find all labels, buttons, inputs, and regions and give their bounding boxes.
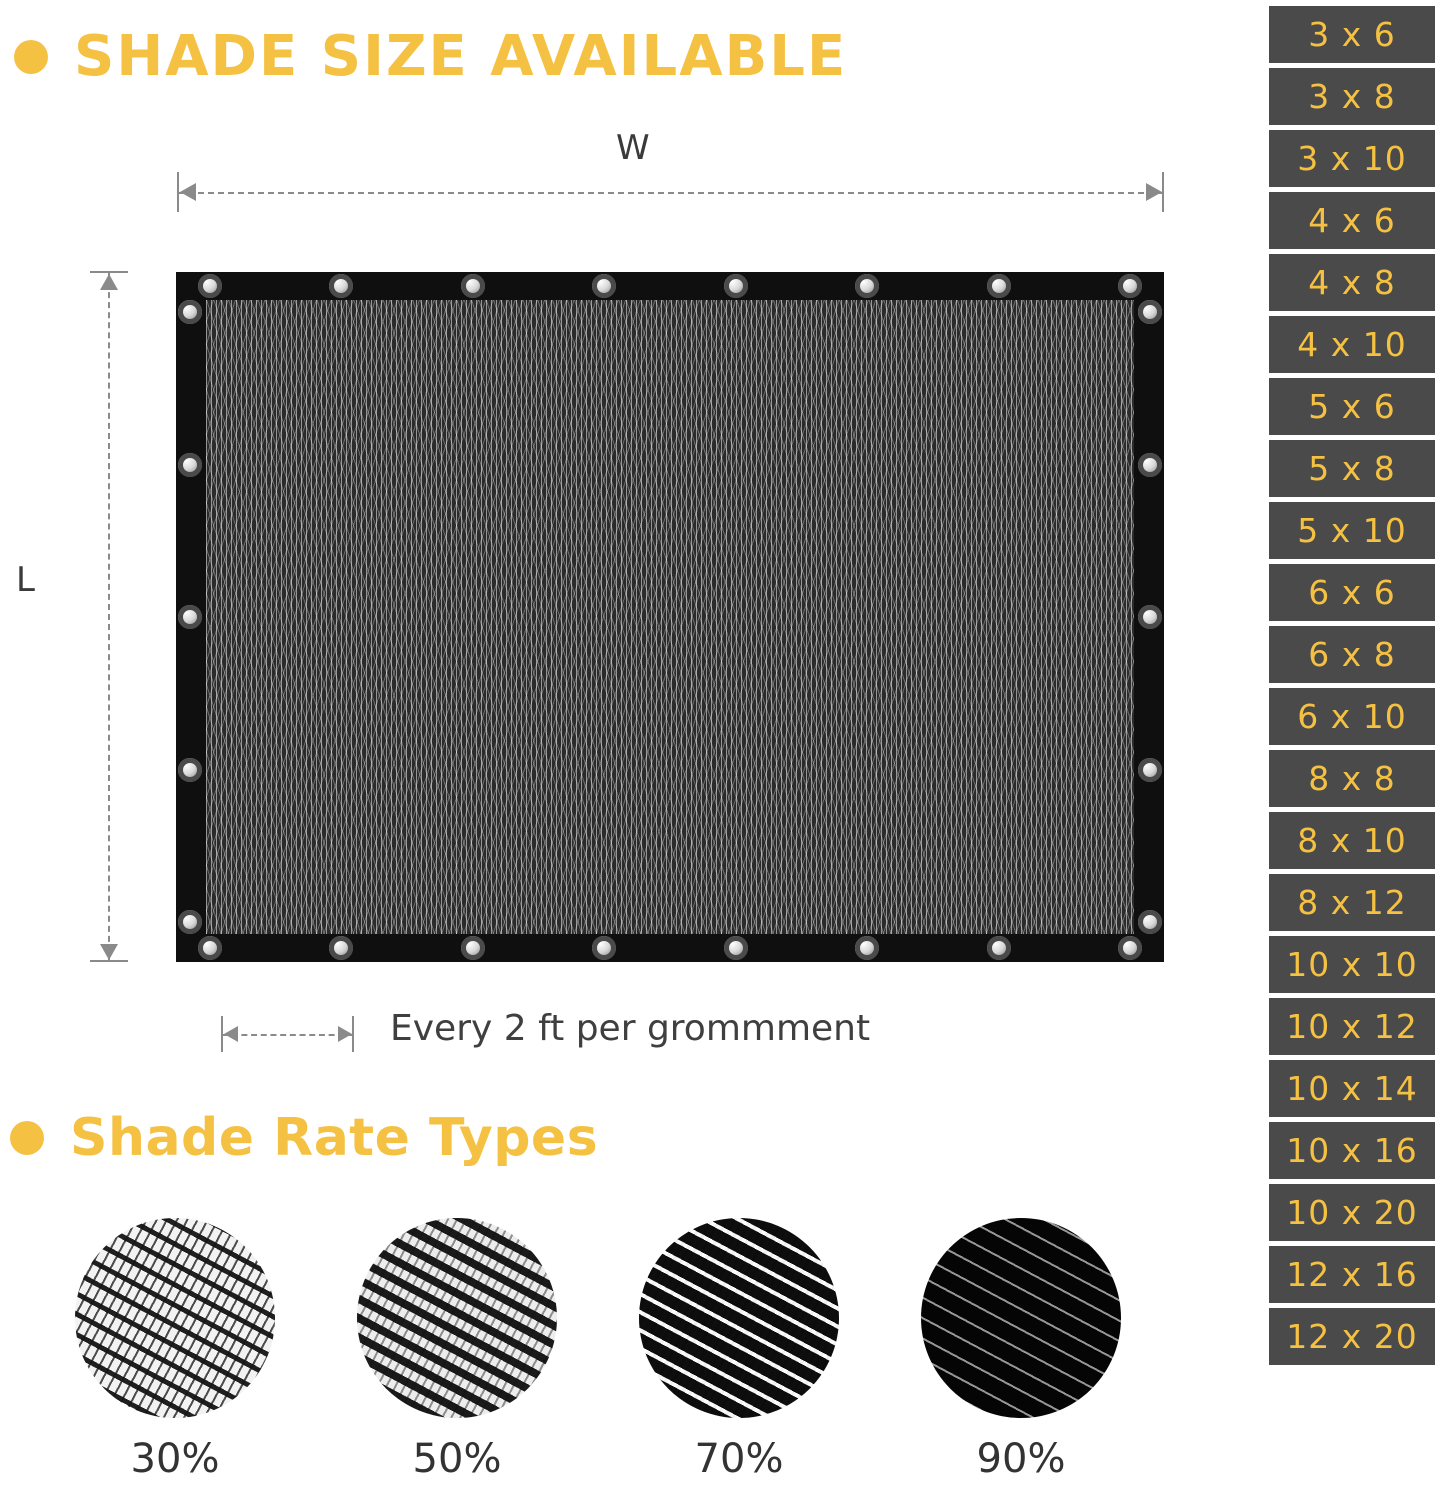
shade-rate-item: [634, 1218, 844, 1482]
size-chip[interactable]: 6 x 10: [1269, 688, 1435, 745]
size-chip[interactable]: 3 x 6: [1269, 6, 1435, 63]
page-title-text: SHADE SIZE AVAILABLE: [74, 24, 848, 89]
size-chip[interactable]: 4 x 6: [1269, 192, 1435, 249]
grommet: [178, 453, 202, 477]
grommet: [461, 274, 485, 298]
size-chip[interactable]: 8 x 12: [1269, 874, 1435, 931]
grommet: [855, 936, 879, 960]
grommet: [198, 936, 222, 960]
shade-rate-title: [10, 1108, 598, 1168]
shade-cloth-mesh: [206, 300, 1134, 934]
grommet-spacing-cap-right: [352, 1016, 354, 1052]
size-list: [1269, 6, 1435, 1365]
grommet: [987, 274, 1011, 298]
grommet: [1138, 453, 1162, 477]
width-dimension-line: [178, 192, 1164, 194]
width-cap-right: [1162, 172, 1164, 212]
size-chip[interactable]: 3 x 10: [1269, 130, 1435, 187]
grommet: [198, 274, 222, 298]
size-chip[interactable]: 8 x 10: [1269, 812, 1435, 869]
size-chip[interactable]: 12 x 20: [1269, 1308, 1435, 1365]
size-chip[interactable]: 10 x 16: [1269, 1122, 1435, 1179]
grommet: [1138, 910, 1162, 934]
size-chip[interactable]: 4 x 8: [1269, 254, 1435, 311]
width-arrow-left-icon: [180, 183, 196, 201]
grommet-spacing-line: [222, 1034, 354, 1036]
grommet: [592, 936, 616, 960]
grommet: [178, 605, 202, 629]
grommet: [1138, 300, 1162, 324]
grommet: [724, 936, 748, 960]
grommet: [1118, 936, 1142, 960]
shade-rate-swatch-30: [75, 1218, 275, 1418]
grommet: [329, 274, 353, 298]
size-chip[interactable]: 10 x 12: [1269, 998, 1435, 1055]
shade-rate-item: [70, 1218, 280, 1482]
size-chip[interactable]: 6 x 8: [1269, 626, 1435, 683]
grommet: [329, 936, 353, 960]
size-chip[interactable]: 8 x 8: [1269, 750, 1435, 807]
length-cap-bottom: [90, 960, 128, 962]
grommet: [1118, 274, 1142, 298]
shade-rate-label: 90%: [976, 1436, 1066, 1482]
length-dimension-label: L: [16, 560, 35, 600]
length-arrow-down-icon: [100, 944, 118, 960]
shade-rate-label: 30%: [130, 1436, 220, 1482]
size-chip[interactable]: 12 x 16: [1269, 1246, 1435, 1303]
grommet: [178, 758, 202, 782]
shade-rate-swatch-row: [70, 1218, 1200, 1482]
grommet-spacing-arrow-left-icon: [224, 1026, 238, 1042]
width-cap-left: [177, 172, 179, 212]
shade-rate-item: [352, 1218, 562, 1482]
shade-rate-title-text: Shade Rate Types: [70, 1108, 599, 1168]
width-arrow-right-icon: [1146, 183, 1162, 201]
length-cap-top: [90, 271, 128, 273]
grommet: [1138, 758, 1162, 782]
grommet-spacing-note: Every 2 ft per grommment: [390, 1008, 871, 1049]
shade-rate-swatch-90: [921, 1218, 1121, 1418]
size-chip[interactable]: 10 x 20: [1269, 1184, 1435, 1241]
grommet-spacing-cap-left: [221, 1016, 223, 1052]
grommet: [855, 274, 879, 298]
shade-rate-item: [916, 1218, 1126, 1482]
shade-cloth-panel: [176, 272, 1164, 962]
grommet: [592, 274, 616, 298]
grommet: [178, 910, 202, 934]
grommet: [178, 300, 202, 324]
shade-rate-swatch-50: [357, 1218, 557, 1418]
size-chip[interactable]: 5 x 6: [1269, 378, 1435, 435]
size-chip[interactable]: 6 x 6: [1269, 564, 1435, 621]
length-arrow-up-icon: [100, 274, 118, 290]
length-dimension-line: [108, 272, 110, 962]
width-dimension-label: W: [616, 128, 650, 168]
size-chip[interactable]: 4 x 10: [1269, 316, 1435, 373]
grommet: [987, 936, 1011, 960]
grommet: [1138, 605, 1162, 629]
shade-rate-label: 70%: [694, 1436, 784, 1482]
grommet: [461, 936, 485, 960]
size-chip[interactable]: 5 x 8: [1269, 440, 1435, 497]
grommet-spacing-arrow-right-icon: [338, 1026, 352, 1042]
size-chip[interactable]: 5 x 10: [1269, 502, 1435, 559]
grommet: [724, 274, 748, 298]
shade-rate-label: 50%: [412, 1436, 502, 1482]
bullet-dot-icon: [10, 1121, 44, 1155]
size-chip[interactable]: 3 x 8: [1269, 68, 1435, 125]
size-chip[interactable]: 10 x 14: [1269, 1060, 1435, 1117]
size-chip[interactable]: 10 x 10: [1269, 936, 1435, 993]
shade-rate-swatch-70: [639, 1218, 839, 1418]
